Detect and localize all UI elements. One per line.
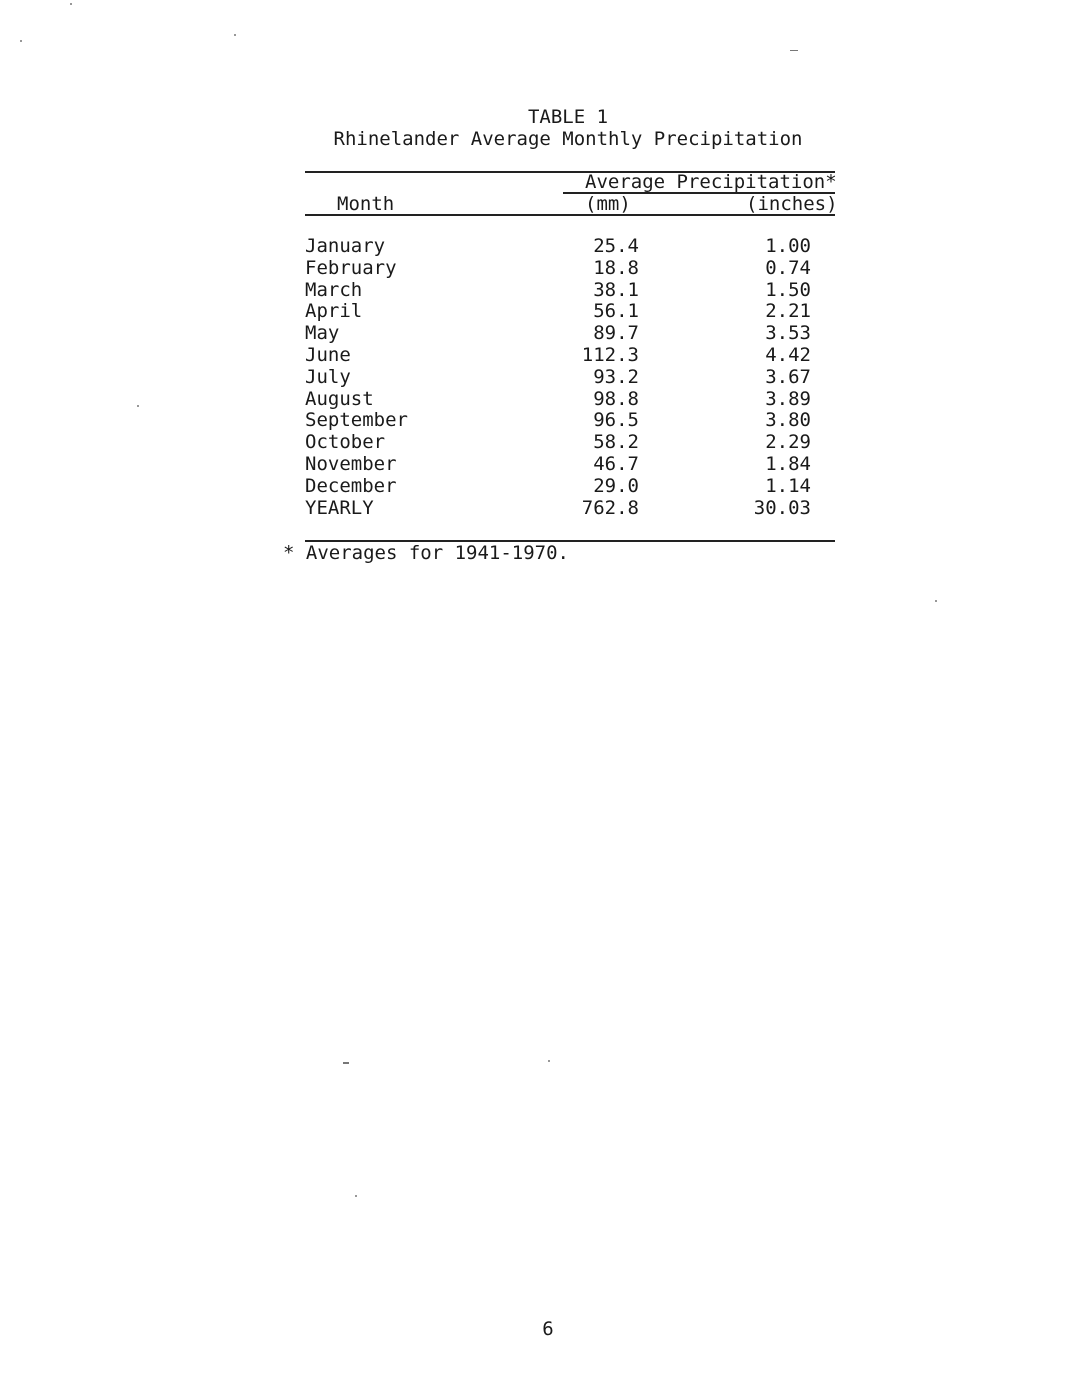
scan-speck [935,600,937,602]
cell-month: February [305,256,397,279]
cell-month: April [305,300,363,323]
cell-month: March [305,278,363,301]
cell-precip-mm: 96.5 [593,409,639,432]
cell-month: June [305,343,351,366]
table-row [305,280,835,302]
cell-month: November [305,452,397,475]
table-row [305,236,835,258]
page-number: 6 [542,1318,554,1340]
table-row [305,476,835,498]
cell-precip-inches: 1.50 [765,278,811,301]
table-row [305,410,835,432]
cell-precip-inches: 30.03 [753,496,811,519]
cell-precip-inches: 0.74 [765,256,811,279]
cell-precip-inches: 1.84 [765,452,811,475]
table-row [305,389,835,411]
cell-precip-inches: 1.14 [765,474,811,497]
table-body [305,236,835,519]
cell-month: September [305,409,408,432]
scan-speck [234,34,236,36]
cell-precip-mm: 56.1 [593,300,639,323]
table-row [305,498,835,520]
cell-precip-mm: 98.8 [593,387,639,410]
cell-month: October [305,431,386,454]
cell-precip-mm: 25.4 [593,235,639,257]
cell-precip-mm: 762.8 [581,496,639,519]
cell-precip-inches: 2.21 [765,300,811,323]
cell-precip-mm: 29.0 [593,474,639,497]
cell-precip-inches: 1.00 [765,235,811,257]
table-title: Rhinelander Average Monthly Precipitation [333,128,803,150]
table-row [305,345,835,367]
table-row [305,367,835,389]
table-row [305,454,835,476]
scan-speck [790,50,798,51]
cell-precip-mm: 112.3 [581,343,639,366]
column-group-header: Average Precipitation* [585,171,837,193]
table-row [305,258,835,280]
column-header-month: Month [337,193,395,215]
cell-precip-mm: 46.7 [593,452,639,475]
table-row [305,323,835,345]
scan-speck [137,405,139,407]
scan-speck [355,1195,357,1197]
scan-speck [548,1060,550,1062]
cell-precip-mm: 58.2 [593,431,639,454]
table-row [305,301,835,323]
cell-precip-mm: 93.2 [593,365,639,388]
scan-speck [70,3,72,5]
cell-precip-mm: 18.8 [593,256,639,279]
cell-precip-inches: 3.67 [765,365,811,388]
cell-month: January [305,235,386,257]
cell-precip-mm: 38.1 [593,278,639,301]
cell-month: July [305,365,351,388]
table-label: TABLE 1 [527,106,609,128]
cell-month: August [305,387,374,410]
column-header-inches: (inches) [746,193,838,215]
cell-precip-inches: 4.42 [765,343,811,366]
cell-precip-inches: 3.53 [765,322,811,345]
cell-precip-inches: 2.29 [765,431,811,454]
column-header-mm: (mm) [585,193,631,215]
cell-month: YEARLY [305,496,374,519]
cell-precip-mm: 89.7 [593,322,639,345]
scan-speck [20,40,22,42]
cell-precip-inches: 3.89 [765,387,811,410]
cell-month: May [305,322,340,345]
cell-month: December [305,474,397,497]
cell-precip-inches: 3.80 [765,409,811,432]
table-row [305,432,835,454]
scan-speck [343,1062,349,1064]
table-footnote: * Averages for 1941-1970. [283,542,569,564]
